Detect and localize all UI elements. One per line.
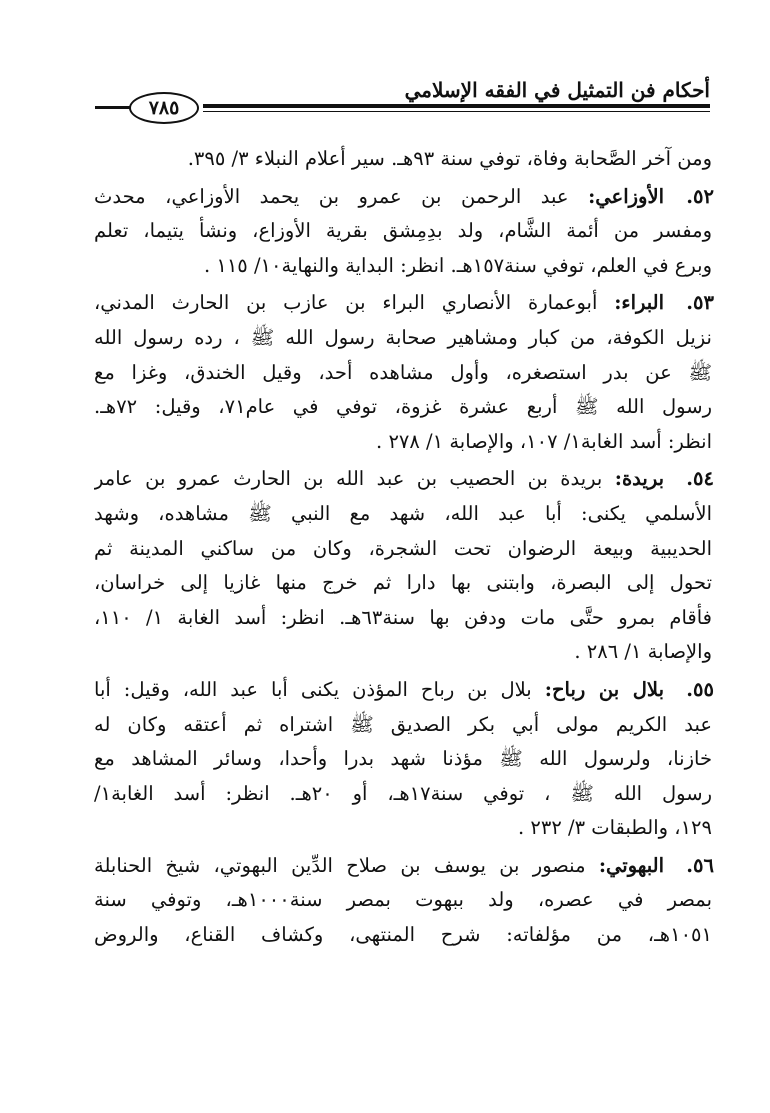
entry-number: ٥٥.	[686, 677, 714, 701]
entry-number: ٥٢.	[686, 184, 714, 208]
entry-line: الحديبية وبيعة الرضوان تحت الشجرة، وكان من ساكني المدينة ثم	[94, 536, 712, 560]
entry-line: والإصابة ١/ ٢٨٦ .	[574, 640, 712, 664]
entry-line: ومفسر من أئمة الشَّام، ولد بدِمِشق بقرية الأوزاع، ونشأ يتيما، تعلم	[94, 219, 712, 243]
page-number: ٧٨٥	[129, 92, 199, 124]
entry-text: بلال بن رباح المؤذن يكنى أبا عبد الله، وقيل: أبا	[94, 677, 532, 701]
entry-line: تحول إلى البصرة، وابتنى بها دارا ثم خرج منها غازيا إلى خراسان،	[94, 571, 712, 595]
page-body	[94, 142, 712, 953]
entry-line: خازنا، ولرسول الله ﷺ مؤذنا شهد بدرا وأحدا، وسائر المشاهد مع	[94, 747, 712, 771]
header-rule-left	[95, 106, 131, 109]
entry-line: نزيل الكوفة، من كبار ومشاهير صحابة رسول الله ﷺ ، رده رسول الله	[94, 325, 712, 349]
entry-line: عبد الكريم مولى أبي بكر الصديق ﷺ اشتراه ثم أعتقه وكان له	[94, 712, 712, 736]
entry-56	[94, 849, 712, 953]
entry-text: بريدة بن الحصيب بن عبد الله بن الحارث عمرو بن عامر	[94, 467, 603, 491]
entry-line: رسول الله ﷺ أربع عشرة غزوة، توفي في عام٧١، وقيل: ٧٢هـ.	[94, 395, 712, 419]
entry-53	[94, 286, 712, 459]
entry-name: البراء:	[614, 291, 664, 315]
entry-line: رسول الله ﷺ ، توفي سنة١٧هـ، أو ٢٠هـ. انظر: أسد الغابة١/	[94, 781, 712, 805]
entry-line: ١٢٩، والطبقات ٣/ ٢٣٢ .	[517, 816, 712, 840]
entry-first-line	[94, 286, 712, 321]
entry-name: البهوتي:	[598, 853, 664, 877]
entry-first-line	[94, 673, 712, 708]
entry-line: ﷺ عن بدر استصغره، وأول مشاهده أحد، وقيل الخندق، وغزا مع	[94, 360, 712, 384]
entry-55	[94, 673, 712, 846]
header-rule-thick	[203, 104, 710, 108]
entry-line: وبرع في العلم، توفي سنة١٥٧هـ. انظر: البداية والنهاية١٠/ ١١٥ .	[203, 253, 712, 277]
entry-first-line	[94, 462, 712, 497]
running-title: أحكام فن التمثيل في الفقه الإسلامي	[404, 78, 710, 102]
entry-line: فأقام بمرو حتَّى مات ودفن بها سنة٦٣هـ. انظر: أسد الغابة ١/ ١١٠،	[94, 605, 712, 629]
entry-first-line	[94, 180, 712, 215]
entry-line: انظر: أسد الغابة١/ ١٠٧، والإصابة ١/ ٢٧٨ .	[376, 429, 712, 453]
entry-name: بريدة:	[614, 467, 665, 491]
entry-line: بمصر في عصره، ولد ببهوت بمصر سنة١٠٠٠هـ، وتوفي سنة	[94, 888, 712, 912]
entry-line: ١٠٥١هـ، من مؤلفاته: شرح المنتهى، وكشاف القناع، والروض	[94, 923, 712, 947]
entry-first-line	[94, 849, 712, 884]
entry-name: بلال بن رباح:	[544, 677, 664, 701]
page-header	[95, 72, 710, 122]
entry-name: الأوزاعي:	[588, 184, 664, 208]
entry-text: منصور بن يوسف بن صلاح الدِّين البهوتي، شيخ الحنابلة	[94, 853, 586, 877]
entry-52	[94, 180, 712, 284]
entry-54	[94, 462, 712, 670]
entry-text: عبد الرحمن بن عمرو بن يحمد الأوزاعي، محدث	[94, 184, 569, 208]
entry-number: ٥٣.	[686, 291, 714, 315]
entry-line: الأسلمي يكنى: أبا عبد الله، شهد مع النبي ﷺ مشاهده، وشهد	[94, 501, 712, 525]
header-rule-thin	[203, 111, 710, 112]
entry-number: ٥٤.	[686, 467, 714, 491]
entry-text: أبوعمارة الأنصاري البراء بن عازب بن الحارث المدني،	[94, 291, 598, 315]
entry-number: ٥٦.	[686, 853, 714, 877]
intro-line: ومن آخر الصَّحابة وفاة، توفي سنة ٩٣هـ. سير أعلام النبلاء ٣/ ٣٩٥.	[187, 147, 712, 170]
